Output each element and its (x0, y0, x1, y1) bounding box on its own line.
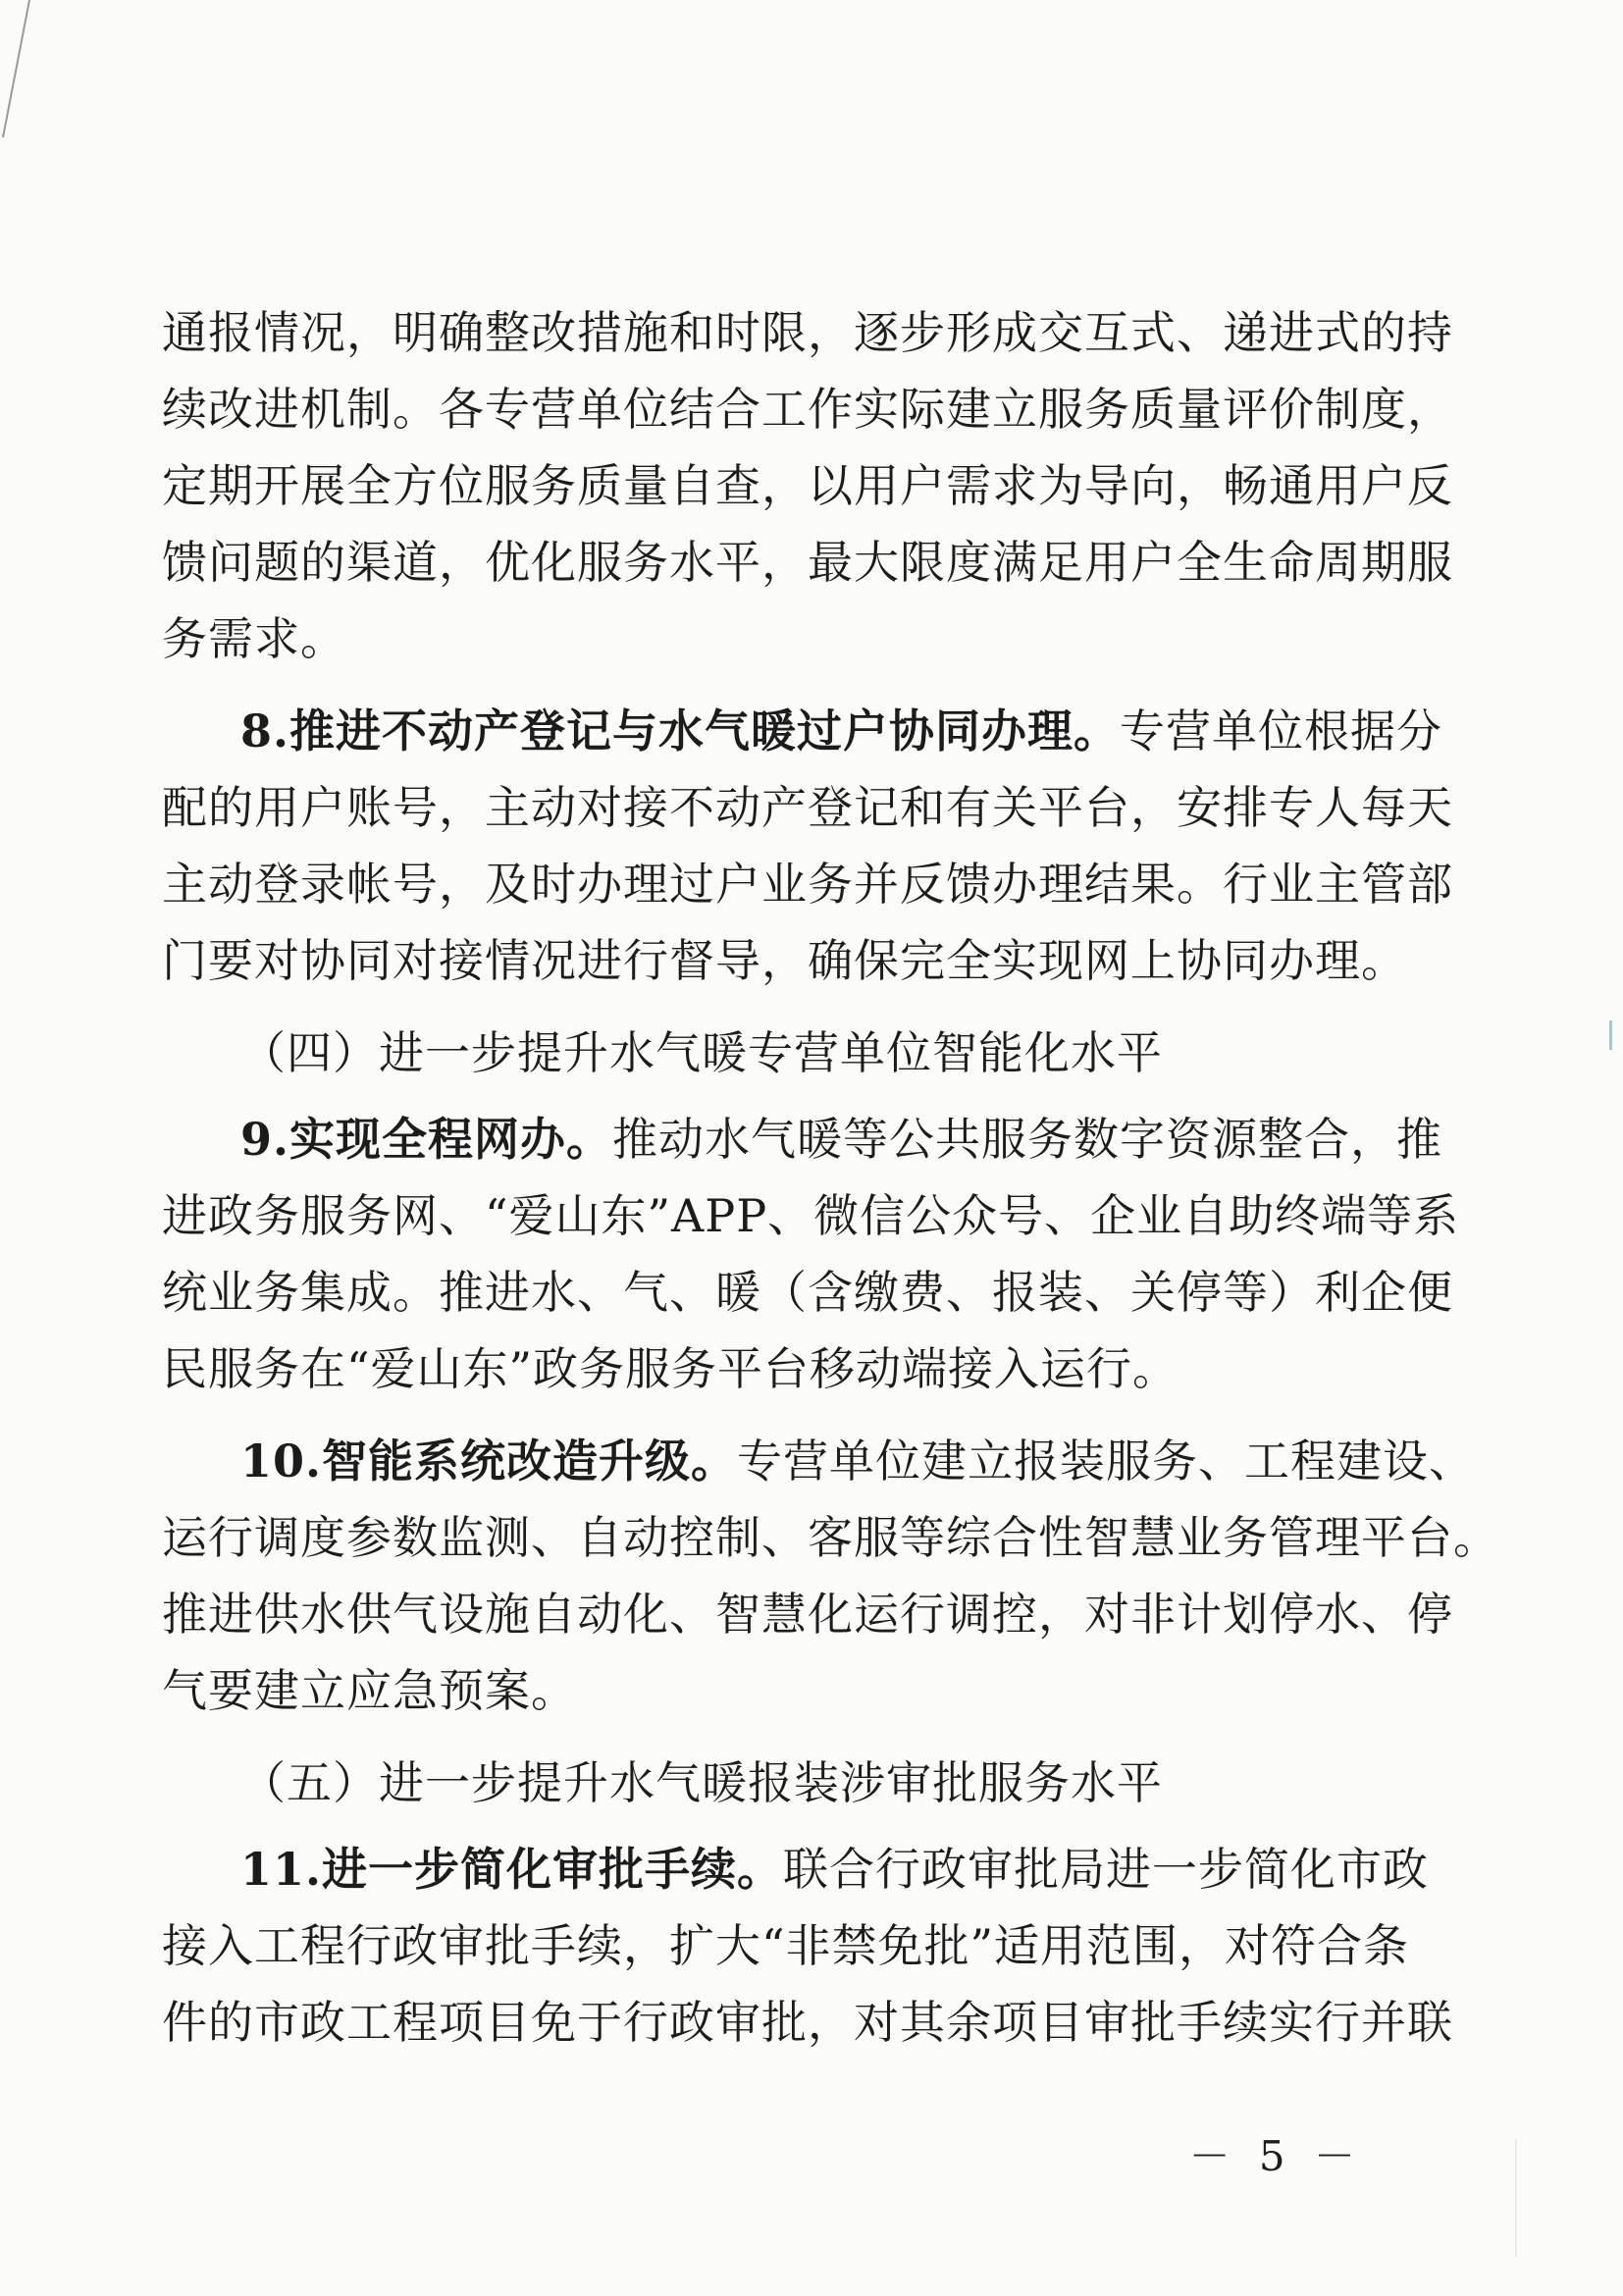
text-line: 气要建立应急预案。 (162, 1664, 577, 1717)
item-text: 专营单位建立报装服务、工程建设、 (737, 1435, 1476, 1487)
paragraph-item-11 (162, 1831, 1453, 2061)
text-line: 馈问题的渠道，优化服务水平，最大限度满足用户全生命周期服 (162, 536, 1453, 589)
item-text: 联合行政审批局进一步简化市政 (783, 1843, 1430, 1896)
text-line: 进政务服务网、“爱山东”APP、微信公众号、企业自助终端等系 (162, 1189, 1460, 1242)
section-heading: （五）进一步提升水气暖报装涉审批服务水平 (240, 1756, 1163, 1809)
paragraph-item-10 (162, 1423, 1499, 1729)
item-first-line (162, 1831, 1430, 1907)
text-line: 配的用户账号，主动对接不动产登记和有关平台，安排专人每天 (162, 781, 1453, 834)
item-first-line (162, 1101, 1443, 1177)
item-heading: 11.进一步简化审批手续。 (240, 1843, 784, 1896)
text-line: 续改进机制。各专营单位结合工作实际建立服务质量评价制度， (162, 383, 1453, 436)
text-line: 件的市政工程项目免于行政审批，对其余项目审批手续实行并联 (162, 1996, 1453, 2049)
margin-mark (1609, 1020, 1612, 1050)
text-line: 务需求。 (162, 612, 346, 665)
text-line: 民服务在“爱山东”政务服务平台移动端接入运行。 (162, 1342, 1179, 1395)
item-text: 推动水气暖等公共服务数字资源整合，推 (612, 1113, 1443, 1166)
scan-tick (1515, 2139, 1517, 2257)
item-first-line (162, 693, 1443, 769)
item-heading: 9.实现全程网办。 (240, 1113, 613, 1166)
text-line: 通报情况，明确整改措施和时限，逐步形成交互式、递进式的持 (162, 306, 1453, 359)
page-number: － 5 － (1188, 2132, 1363, 2180)
text-line: 定期开展全方位服务质量自查，以用户需求为导向，畅通用户反 (162, 459, 1453, 512)
item-heading: 8.推进不动产登记与水气暖过户协同办理。 (240, 704, 1121, 757)
text-line: 门要对协同对接情况进行督导，确保完全实现网上协同办理。 (162, 934, 1407, 987)
paragraph-item-9 (162, 1101, 1460, 1407)
text-line: 运行调度参数监测、自动控制、客服等综合性智慧业务管理平台。 (162, 1511, 1499, 1564)
text-line: 接入工程行政审批手续，扩大“非禁免批”适用范围，对符合条 (162, 1919, 1410, 1972)
scan-edge-line (0, 0, 59, 216)
text-line: 主动登录帐号，及时办理过户业务并反馈办理结果。行业主管部 (162, 858, 1453, 911)
text-line: 推进供水供气设施自动化、智慧化运行调控，对非计划停水、停 (162, 1588, 1453, 1641)
item-text: 专营单位根据分 (1120, 704, 1443, 757)
document-body (162, 294, 1499, 2066)
section-heading: （四）进一步提升水气暖专营单位智能化水平 (240, 1026, 1163, 1079)
paragraph-item-8 (162, 693, 1453, 999)
item-first-line (162, 1423, 1476, 1499)
item-heading: 10.智能系统改造升级。 (240, 1435, 738, 1487)
paragraph-continuation (162, 294, 1453, 677)
text-line: 统业务集成。推进水、气、暖（含缴费、报装、关停等）利企便 (162, 1266, 1453, 1319)
